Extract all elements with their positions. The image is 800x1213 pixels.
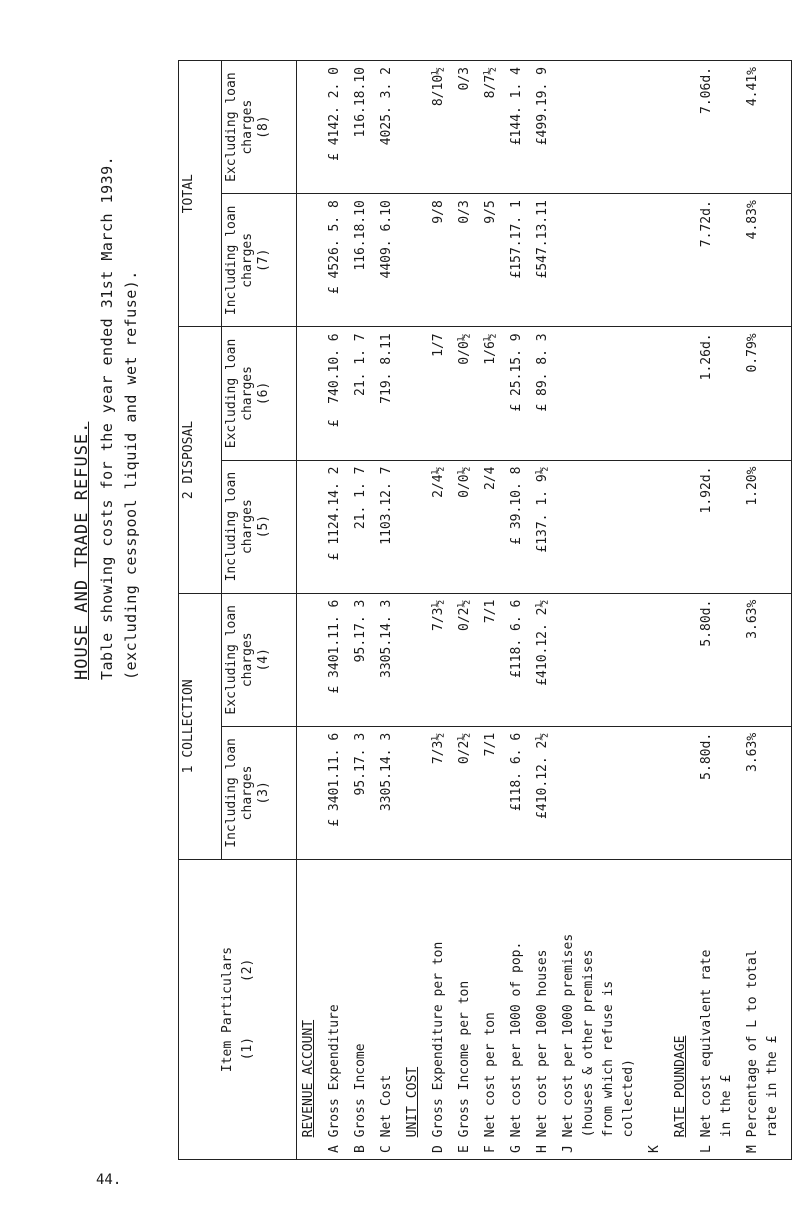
row-item-letter: D xyxy=(431,1137,446,1153)
value-cell: 9/8 xyxy=(431,200,446,224)
value-cell xyxy=(403,733,423,853)
value-cell xyxy=(299,67,319,187)
section-heading xyxy=(403,866,423,1153)
value-cell xyxy=(671,200,691,320)
col-4-values xyxy=(297,593,792,726)
value-cell: 7.72d. xyxy=(699,200,714,248)
value-cell xyxy=(299,467,319,587)
row-label xyxy=(325,866,345,1153)
value-cell: 4409. 6.10 xyxy=(379,200,394,279)
value-cell: 0.79% xyxy=(745,333,760,373)
row-item-letter: A xyxy=(327,1137,342,1153)
row-item-letter: M xyxy=(745,1137,760,1153)
col-8-values xyxy=(297,61,792,194)
page-number: 44. xyxy=(96,1172,122,1188)
value-cell xyxy=(645,467,665,587)
table-subheading: Table showing costs for the year ended 31st March 1939. xyxy=(98,155,116,680)
value-cell xyxy=(403,200,423,320)
value-cell: £ 39.10. 8 xyxy=(509,466,524,545)
header-col-4: Excluding loan charges (4) xyxy=(222,593,297,726)
value-cell xyxy=(559,600,639,720)
value-cell: £547.13.11 xyxy=(535,200,550,279)
value-cell xyxy=(299,733,319,853)
value-cell xyxy=(559,733,639,853)
value-cell xyxy=(299,600,319,720)
value-cell: £410.12. 2½ xyxy=(535,732,550,819)
value-cell: 8/7½ xyxy=(483,67,498,99)
row-item-letter: F xyxy=(483,1137,498,1153)
value-cell: 4025. 3. 2 xyxy=(379,67,394,146)
value-cell: 5.80d. xyxy=(699,599,714,647)
value-cell: £ 3401.11. 6 xyxy=(327,599,342,694)
value-cell: 8/10½ xyxy=(431,67,446,107)
col-7-values xyxy=(297,194,792,327)
row-label xyxy=(743,866,783,1153)
value-cell: 1.20% xyxy=(745,466,760,506)
value-cell: £ 89. 8. 3 xyxy=(535,333,550,412)
row-item-letter xyxy=(301,1137,316,1153)
value-cell: 0/2½ xyxy=(457,732,472,765)
value-cell xyxy=(671,67,691,187)
value-cell xyxy=(559,200,639,320)
value-cell: £157.17. 1 xyxy=(509,200,524,279)
value-cell: 7/1 xyxy=(483,599,498,624)
value-cell: 3.63% xyxy=(745,599,760,639)
row-label xyxy=(697,866,737,1153)
value-cell: 1.26d. xyxy=(699,333,714,381)
value-cell: 0/3 xyxy=(457,200,472,224)
value-cell xyxy=(645,200,665,320)
value-cell: 1/6½ xyxy=(483,333,498,365)
value-cell: 116.18.10 xyxy=(353,200,368,271)
row-label-text: RATE POUNDAGE xyxy=(673,1035,688,1138)
value-cell: £ 740.10. 6 xyxy=(327,333,342,428)
value-cell xyxy=(559,333,639,453)
value-cell: £ 25.15. 9 xyxy=(509,333,524,412)
row-item-letter: E xyxy=(457,1137,472,1153)
value-cell xyxy=(671,600,691,720)
value-cell xyxy=(671,733,691,853)
header-disposal: 2 DISPOSAL xyxy=(179,327,222,593)
header-col-8: Excluding loan charges (8) xyxy=(222,61,297,194)
row-label-text: Net cost per 1000 premises (houses & other premises from which refuse is collected) xyxy=(561,933,636,1138)
header-col-3: Including loan charges (3) xyxy=(222,726,297,859)
header-col-7: Including loan charges (7) xyxy=(222,194,297,327)
value-cell xyxy=(671,333,691,453)
value-cell xyxy=(645,600,665,720)
row-label-text: Net cost per 1000 houses xyxy=(535,949,550,1138)
table-body-row xyxy=(297,61,792,1160)
value-cell xyxy=(645,733,665,853)
row-label xyxy=(429,866,449,1153)
value-cell: 95.17. 3 xyxy=(353,732,368,796)
row-label xyxy=(455,866,475,1153)
value-cell xyxy=(403,600,423,720)
value-cell: 5.80d. xyxy=(699,732,714,780)
row-item-letter: C xyxy=(379,1137,394,1153)
row-label-text: Net cost per 1000 of pop. xyxy=(509,941,524,1138)
value-cell xyxy=(645,67,665,187)
row-label-text: Gross Expenditure xyxy=(327,1004,342,1138)
rotated-table-wrapper xyxy=(178,60,786,1160)
value-cell: 0/0½ xyxy=(457,333,472,365)
value-cell: 21. 1. 7 xyxy=(353,466,368,530)
row-item-letter: B xyxy=(353,1137,368,1153)
value-cell: 719. 8.11 xyxy=(379,333,394,404)
value-cell: 0/2½ xyxy=(457,599,472,631)
row-item-letter: K xyxy=(647,1137,662,1153)
value-cell xyxy=(403,467,423,587)
value-cell: 4.83% xyxy=(745,200,760,240)
row-item-letter: J xyxy=(561,1137,576,1153)
table-note: (excluding cesspool liquid and wet refuse). xyxy=(122,270,140,680)
table-heading: HOUSE AND TRADE REFUSE. xyxy=(72,421,92,680)
value-cell: 7/3½ xyxy=(431,732,446,765)
value-cell: £499.19. 9 xyxy=(535,67,550,146)
row-label xyxy=(559,866,639,1153)
value-cell: 7.06d. xyxy=(699,67,714,114)
value-cell xyxy=(299,333,319,453)
header-collection: 1 COLLECTION xyxy=(179,593,222,859)
row-label-text: Gross Expenditure per ton xyxy=(431,941,446,1138)
row-label-text: Gross Income xyxy=(353,1043,368,1138)
value-cell: 2/4 xyxy=(483,466,498,491)
value-cell: £118. 6. 6 xyxy=(509,599,524,678)
row-item-letter: L xyxy=(699,1137,714,1153)
section-heading xyxy=(299,866,319,1153)
value-cell: 1/7 xyxy=(431,333,446,357)
header-col-6: Excluding loan charges (6) xyxy=(222,327,297,460)
row-label xyxy=(351,866,371,1153)
particulars-cell xyxy=(297,860,792,1160)
value-cell: 3.63% xyxy=(745,732,760,772)
value-cell: £ 4142. 2. 0 xyxy=(327,67,342,161)
value-cell xyxy=(299,200,319,320)
row-label xyxy=(533,866,553,1153)
col-6-values xyxy=(297,327,792,460)
value-cell xyxy=(559,67,639,187)
header-total: TOTAL xyxy=(179,61,222,327)
row-item-letter: H xyxy=(535,1137,550,1153)
header-col-5: Including loan charges (5) xyxy=(222,460,297,593)
col-5-values xyxy=(297,460,792,593)
refuse-cost-table xyxy=(178,60,792,1160)
value-cell: 95.17. 3 xyxy=(353,599,368,663)
value-cell xyxy=(403,67,423,187)
row-label xyxy=(645,866,665,1153)
row-label xyxy=(377,866,397,1153)
value-cell: 3305.14. 3 xyxy=(379,732,394,812)
row-label-text: Net cost equivalent rate in the £ xyxy=(699,949,734,1138)
value-cell: £ 3401.11. 6 xyxy=(327,732,342,827)
row-label-text: REVENUE ACCOUNT xyxy=(301,1019,316,1138)
value-cell: £137. 1. 9½ xyxy=(535,466,550,553)
value-cell: 0/3 xyxy=(457,67,472,91)
row-label-text: UNIT COST xyxy=(405,1066,420,1138)
value-cell: £ 4526. 5. 8 xyxy=(327,200,342,295)
row-label-text: Gross Income per ton xyxy=(457,980,472,1138)
row-item-letter xyxy=(673,1137,688,1153)
row-label-text: Net Cost xyxy=(379,1074,394,1138)
row-label xyxy=(507,866,527,1153)
value-cell: 1103.12. 7 xyxy=(379,466,394,545)
value-cell: 7/3½ xyxy=(431,599,446,631)
value-cell: 7/1 xyxy=(483,732,498,757)
value-cell: 1.92d. xyxy=(699,466,714,514)
value-cell: £118. 6. 6 xyxy=(509,732,524,812)
value-cell: 116.18.10 xyxy=(353,67,368,138)
value-cell xyxy=(559,467,639,587)
value-cell xyxy=(671,467,691,587)
row-item-letter xyxy=(405,1137,420,1153)
value-cell: 21. 1. 7 xyxy=(353,333,368,396)
row-label-text: Percentage of L to total rate in the £ xyxy=(745,949,780,1138)
page-title-block xyxy=(72,0,140,680)
value-cell: 2/4½ xyxy=(431,466,446,498)
col-3-values xyxy=(297,726,792,859)
row-label-text: Net cost per ton xyxy=(483,1012,498,1138)
value-cell xyxy=(403,333,423,453)
value-cell: £ 1124.14. 2 xyxy=(327,466,342,561)
section-heading xyxy=(671,866,691,1153)
row-item-letter: G xyxy=(509,1137,524,1153)
row-label xyxy=(481,866,501,1153)
value-cell: £144. 1. 4 xyxy=(509,67,524,146)
value-cell xyxy=(645,333,665,453)
value-cell: 4.41% xyxy=(745,67,760,107)
value-cell: 0/0½ xyxy=(457,466,472,498)
value-cell: 9/5 xyxy=(483,200,498,224)
header-item-particulars: Item Particulars (1) (2) xyxy=(179,860,297,1160)
value-cell: £410.12. 2½ xyxy=(535,599,550,686)
value-cell: 3305.14. 3 xyxy=(379,599,394,678)
